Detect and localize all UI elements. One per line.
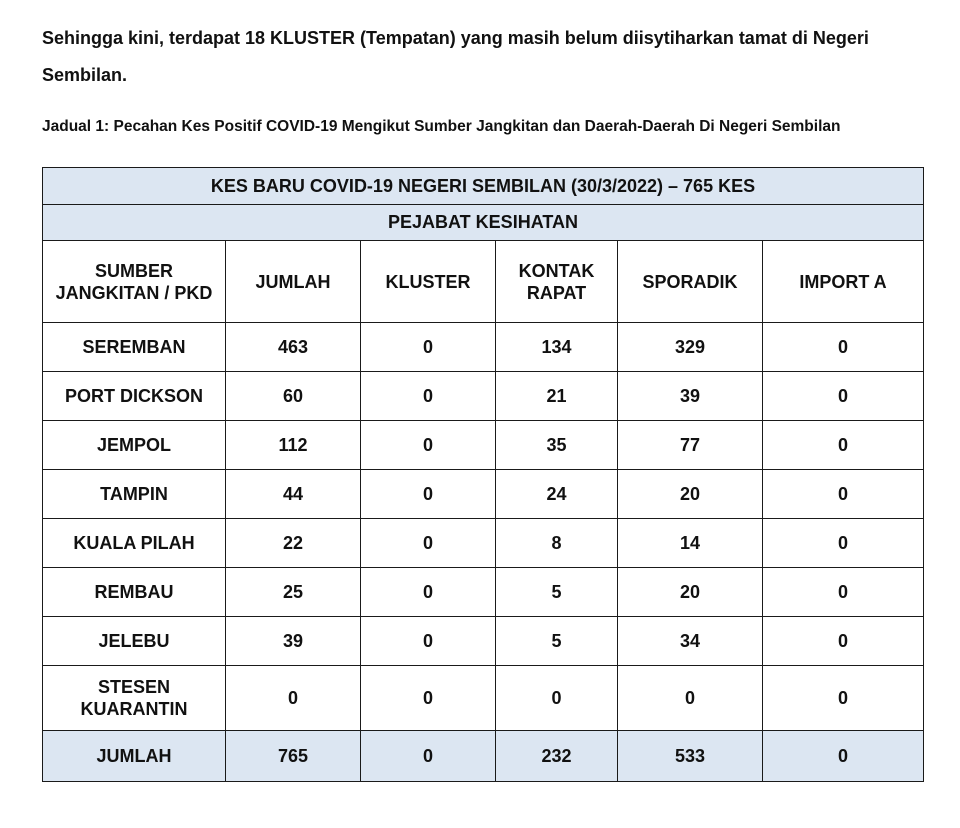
- kontak-rapat-cell: 21: [496, 372, 618, 421]
- sporadik-cell: 39: [618, 372, 763, 421]
- table-row: [43, 323, 924, 372]
- kontak-rapat-cell: 5: [496, 617, 618, 666]
- kluster-cell: 0: [361, 568, 496, 617]
- office-header: PEJABAT KESIHATAN: [43, 205, 924, 241]
- covid-cases-table: [42, 167, 924, 782]
- table-caption: Jadual 1: Pecahan Kes Positif COVID-19 Mengikut Sumber Jangkitan dan Daerah-Daerah Di Negeri Sembilan: [42, 118, 841, 135]
- column-header-row: [43, 241, 924, 323]
- district-cell: JEMPOL: [43, 421, 226, 470]
- import-a-cell: 0: [763, 323, 924, 372]
- district-cell: KUALA PILAH: [43, 519, 226, 568]
- column-header-kluster: KLUSTER: [361, 241, 496, 323]
- sporadik-cell: 329: [618, 323, 763, 372]
- sporadik-cell: 0: [618, 666, 763, 731]
- sporadik-cell: 14: [618, 519, 763, 568]
- total-kontak-rapat-cell: 232: [496, 731, 618, 782]
- district-cell: JELEBU: [43, 617, 226, 666]
- district-cell: PORT DICKSON: [43, 372, 226, 421]
- jumlah-cell: 44: [226, 470, 361, 519]
- total-label-cell: JUMLAH: [43, 731, 226, 782]
- sporadik-cell: 77: [618, 421, 763, 470]
- kluster-cell: 0: [361, 617, 496, 666]
- jumlah-cell: 25: [226, 568, 361, 617]
- import-a-cell: 0: [763, 666, 924, 731]
- table-row: [43, 421, 924, 470]
- import-a-cell: 0: [763, 421, 924, 470]
- kontak-rapat-cell: 8: [496, 519, 618, 568]
- import-a-cell: 0: [763, 470, 924, 519]
- jumlah-cell: 22: [226, 519, 361, 568]
- sporadik-cell: 20: [618, 568, 763, 617]
- column-header-kontak-rapat: KONTAK RAPAT: [496, 241, 618, 323]
- import-a-cell: 0: [763, 372, 924, 421]
- kluster-cell: 0: [361, 666, 496, 731]
- table-row: [43, 372, 924, 421]
- district-cell: REMBAU: [43, 568, 226, 617]
- kontak-rapat-cell: 24: [496, 470, 618, 519]
- jumlah-cell: 39: [226, 617, 361, 666]
- table-title: KES BARU COVID-19 NEGERI SEMBILAN (30/3/2022) – 765 KES: [43, 168, 924, 205]
- column-header-source: SUMBER JANGKITAN / PKD: [43, 241, 226, 323]
- jumlah-cell: 463: [226, 323, 361, 372]
- table-row: [43, 666, 924, 731]
- jumlah-cell: 112: [226, 421, 361, 470]
- district-cell: STESEN KUARANTIN: [43, 666, 226, 731]
- column-header-jumlah: JUMLAH: [226, 241, 361, 323]
- total-jumlah-cell: 765: [226, 731, 361, 782]
- sporadik-cell: 34: [618, 617, 763, 666]
- kluster-cell: 0: [361, 421, 496, 470]
- kluster-cell: 0: [361, 372, 496, 421]
- kontak-rapat-cell: 5: [496, 568, 618, 617]
- import-a-cell: 0: [763, 617, 924, 666]
- table-row: [43, 519, 924, 568]
- column-header-sporadik: SPORADIK: [618, 241, 763, 323]
- kluster-cell: 0: [361, 470, 496, 519]
- intro-paragraph: Sehingga kini, terdapat 18 KLUSTER (Tempatan) yang masih belum diisytiharkan tamat di Negeri Sembilan.: [42, 28, 869, 85]
- kontak-rapat-cell: 134: [496, 323, 618, 372]
- total-row: [43, 731, 924, 782]
- total-kluster-cell: 0: [361, 731, 496, 782]
- table-row: [43, 470, 924, 519]
- table-row: [43, 617, 924, 666]
- sporadik-cell: 20: [618, 470, 763, 519]
- total-sporadik-cell: 533: [618, 731, 763, 782]
- import-a-cell: 0: [763, 519, 924, 568]
- kontak-rapat-cell: 0: [496, 666, 618, 731]
- column-header-import-a: IMPORT A: [763, 241, 924, 323]
- total-import-a-cell: 0: [763, 731, 924, 782]
- import-a-cell: 0: [763, 568, 924, 617]
- district-cell: SEREMBAN: [43, 323, 226, 372]
- kluster-cell: 0: [361, 519, 496, 568]
- district-cell: TAMPIN: [43, 470, 226, 519]
- jumlah-cell: 60: [226, 372, 361, 421]
- table-body: [43, 323, 924, 782]
- jumlah-cell: 0: [226, 666, 361, 731]
- kluster-cell: 0: [361, 323, 496, 372]
- kontak-rapat-cell: 35: [496, 421, 618, 470]
- table-row: [43, 568, 924, 617]
